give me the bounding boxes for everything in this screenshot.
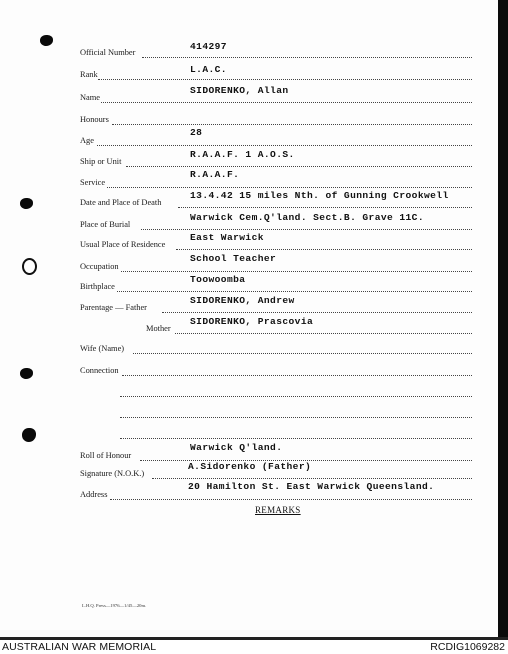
dotted-line xyxy=(120,396,472,397)
label-wife-name: Wife (Name) xyxy=(80,344,125,353)
value-mother: SIDORENKO, Prascovia xyxy=(190,316,314,327)
punch-hole-3 xyxy=(22,258,37,275)
value-address: 20 Hamilton St. East Warwick Queensland. xyxy=(188,481,435,492)
value-official-number: 414297 xyxy=(190,41,227,52)
label-signature-nok: Signature (N.O.K.) xyxy=(80,469,145,478)
label-honours: Honours xyxy=(80,115,109,124)
value-name: SIDORENKO, Allan xyxy=(190,85,289,96)
dotted-line xyxy=(101,102,472,103)
dotted-line xyxy=(112,124,472,125)
dotted-line xyxy=(117,291,472,292)
value-occupation: School Teacher xyxy=(190,253,277,264)
value-date-place-death: 13.4.42 15 miles Nth. of Gunning Crookwell xyxy=(190,190,449,201)
value-signature-nok: A.Sidorenko (Father) xyxy=(188,461,312,472)
archive-footer xyxy=(0,640,508,654)
value-father: SIDORENKO, Andrew xyxy=(190,295,295,306)
scan-edge-right xyxy=(498,0,508,637)
label-place-of-burial: Place of Burial xyxy=(80,220,131,229)
label-roll-of-honour: Roll of Honour xyxy=(80,451,132,460)
label-age: Age xyxy=(80,136,94,145)
label-name: Name xyxy=(80,93,100,102)
dotted-line xyxy=(133,353,472,354)
dotted-line xyxy=(142,57,472,58)
dotted-line xyxy=(110,499,472,500)
label-service: Service xyxy=(80,178,106,187)
dotted-line xyxy=(162,312,472,313)
label-usual-residence: Usual Place of Residence xyxy=(80,240,166,249)
label-mother: Mother xyxy=(146,324,171,333)
label-ship-or-unit: Ship or Unit xyxy=(80,157,122,166)
footer-institution: AUSTRALIAN WAR MEMORIAL xyxy=(2,641,157,653)
print-note: L.H.Q. Press—1976—1/45—20m. xyxy=(82,603,147,608)
dotted-line xyxy=(178,207,472,208)
value-age: 28 xyxy=(190,127,203,138)
dotted-line xyxy=(120,438,472,439)
dotted-line xyxy=(97,145,472,146)
dotted-line xyxy=(176,249,472,250)
remarks-heading: REMARKS xyxy=(255,505,301,515)
label-connection: Connection xyxy=(80,366,119,375)
label-parentage-father: Parentage — Father xyxy=(80,303,147,312)
value-roll-of-honour: Warwick Q'land. xyxy=(190,442,283,453)
label-occupation: Occupation xyxy=(80,262,119,271)
footer-record-id: RCDIG1069282 xyxy=(430,641,505,653)
value-birthplace: Toowoomba xyxy=(190,274,246,285)
dotted-line xyxy=(120,417,472,418)
label-birthplace: Birthplace xyxy=(80,282,115,291)
label-rank: Rank xyxy=(80,70,98,79)
dotted-line xyxy=(98,79,472,80)
dotted-line xyxy=(121,271,472,272)
dotted-line xyxy=(152,478,472,479)
value-rank: L.A.C. xyxy=(190,64,227,75)
dotted-line xyxy=(126,166,472,167)
dotted-line xyxy=(141,229,472,230)
value-service: R.A.A.F. xyxy=(190,169,240,180)
value-usual-residence: East Warwick xyxy=(190,232,264,243)
dotted-line xyxy=(122,375,472,376)
label-address: Address xyxy=(80,490,108,499)
label-date-place-death: Date and Place of Death xyxy=(80,198,162,207)
label-official-number: Official Number xyxy=(80,48,136,57)
value-place-of-burial: Warwick Cem.Q'land. Sect.B. Grave 11C. xyxy=(190,212,424,223)
dotted-line xyxy=(107,187,472,188)
value-ship-or-unit: R.A.A.F. 1 A.O.S. xyxy=(190,149,295,160)
dotted-line xyxy=(175,333,472,334)
